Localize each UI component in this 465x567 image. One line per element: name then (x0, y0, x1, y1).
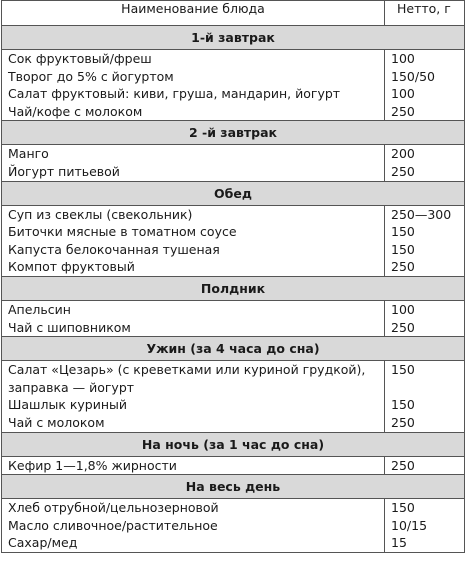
section-header-row (2, 121, 465, 145)
section-header-row (2, 26, 465, 50)
net-weights-cell (385, 456, 465, 475)
net-weight-column-header: Нетто, г (385, 1, 465, 26)
dish-name: Сахар/мед (8, 535, 78, 551)
section-items-row (2, 499, 465, 553)
dish-name: Хлеб отрубной/цельнозерновой (8, 500, 219, 516)
section-items-row (2, 145, 465, 181)
dish-name: Чай с молоком (8, 414, 105, 430)
net-weights-cell (385, 50, 465, 121)
section-header-row (2, 432, 465, 456)
dish-names-cell (2, 499, 385, 553)
dish-name: Биточки мясные в томатном соусе (8, 224, 237, 240)
dish-weight: 150 (391, 241, 415, 257)
dish-name: Салат фруктовый: киви, груша, мандарин, йогурт (8, 86, 341, 102)
section-items-row (2, 456, 465, 475)
dish-names-cell (2, 456, 385, 475)
dish-weight: 200 (391, 146, 415, 162)
dish-weight: 150/50 (391, 68, 435, 84)
dish-weight: 250 (391, 163, 415, 179)
section-header-row (2, 181, 465, 205)
dish-name: Сок фруктовый/фреш (8, 51, 152, 66)
dish-name: Шашлык куриный (8, 397, 128, 413)
dish-names-cell (2, 50, 385, 121)
dish-name: Капуста белокочанная тушеная (8, 241, 220, 257)
section-title: На ночь (за 1 час до сна) (2, 432, 465, 456)
dish-weight: 150 (391, 500, 415, 516)
dish-name: Апельсин (8, 301, 71, 317)
dish-name: Творог до 5% с йогуртом (8, 68, 174, 84)
dish-weight: 250—300 (391, 206, 452, 222)
dish-weight: 150 (391, 397, 415, 413)
net-weights-cell (385, 205, 465, 276)
section-title: 1-й завтрак (2, 26, 465, 50)
section-title: На весь день (2, 475, 465, 499)
dish-names-cell (2, 205, 385, 276)
dish-names-cell (2, 361, 385, 432)
dish-name: Чай с шиповником (8, 319, 131, 335)
dish-weight: 250 (391, 259, 415, 275)
net-weights-cell (385, 300, 465, 336)
section-items-row (2, 205, 465, 276)
menu-body (2, 26, 465, 553)
dish-name: Суп из свеклы (свекольник) (8, 206, 193, 222)
section-items-row (2, 361, 465, 432)
dish-weight: 100 (391, 51, 415, 66)
dish-name: Кефир 1—1,8% жирности (8, 457, 177, 473)
weight-spacer (391, 379, 458, 397)
section-title: Ужин (за 4 часа до сна) (2, 337, 465, 361)
dish-name-column-header: Наименование блюда (2, 1, 385, 26)
dish-name: Масло сливочное/растительное (8, 517, 218, 533)
diet-menu-table (1, 0, 465, 553)
dish-weight: 100 (391, 86, 415, 102)
section-header-row (2, 475, 465, 499)
section-title: Полдник (2, 276, 465, 300)
dish-weight: 100 (391, 301, 415, 317)
dish-weight: 150 (391, 362, 415, 378)
dish-name: Йогурт питьевой (8, 163, 120, 179)
dish-weight: 150 (391, 224, 415, 240)
dish-names-cell (2, 145, 385, 181)
dish-weight: 250 (391, 414, 415, 430)
dish-weight: 250 (391, 319, 415, 335)
dish-weight: 10/15 (391, 517, 428, 533)
section-header-row (2, 337, 465, 361)
section-items-row (2, 50, 465, 121)
section-title: 2 -й завтрак (2, 121, 465, 145)
dish-name: Манго (8, 146, 49, 162)
dish-weight: 15 (391, 535, 407, 551)
net-weights-cell (385, 361, 465, 432)
dish-name: Чай/кофе с молоком (8, 103, 143, 119)
table-header-row (2, 1, 465, 26)
net-weights-cell (385, 145, 465, 181)
net-weights-cell (385, 499, 465, 553)
dish-names-cell (2, 300, 385, 336)
dish-weight: 250 (391, 457, 415, 473)
section-header-row (2, 276, 465, 300)
dish-weight: 250 (391, 103, 415, 119)
dish-name: Компот фруктовый (8, 259, 135, 275)
section-title: Обед (2, 181, 465, 205)
dish-name: Салат «Цезарь» (с креветками или куриной грудкой), заправка — йогурт (8, 362, 366, 395)
section-items-row (2, 300, 465, 336)
